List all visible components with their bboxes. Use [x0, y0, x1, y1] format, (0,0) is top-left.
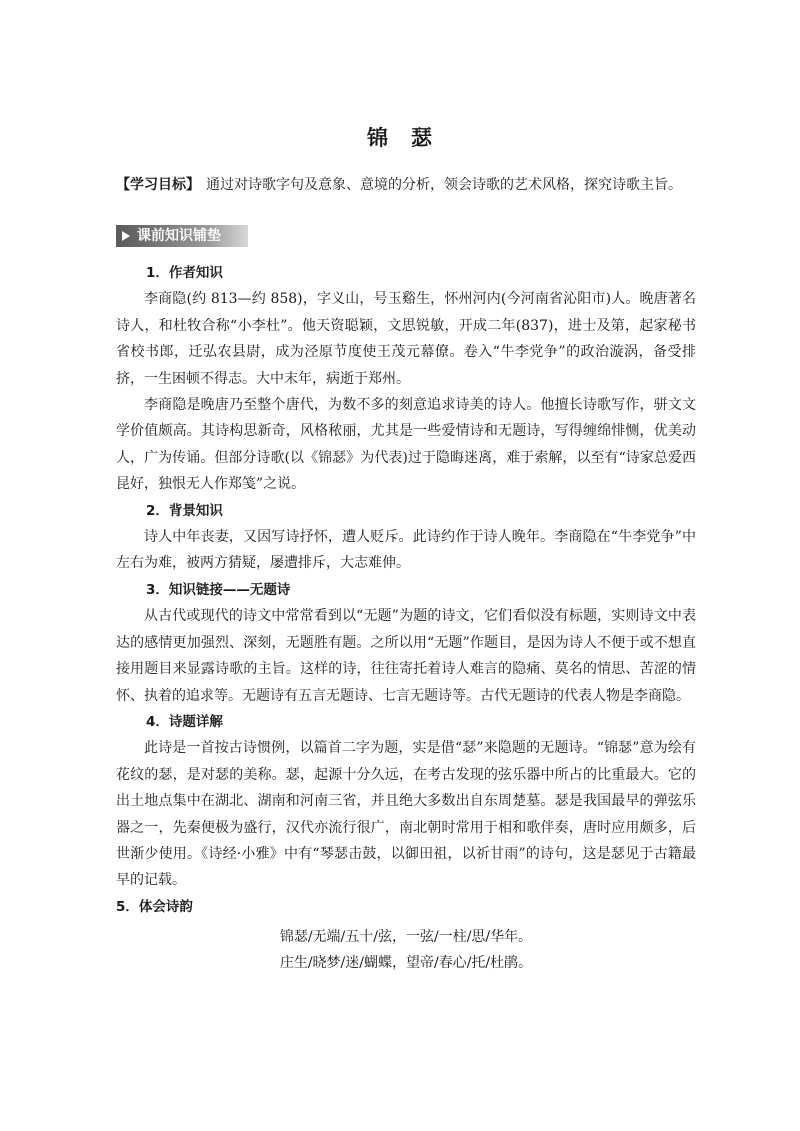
heading-title-explain: 4．诗题详解	[146, 713, 223, 730]
poem-line-1: 锦瑟/无端/五十/弦，一弦/一柱/思/华年。	[279, 929, 533, 946]
title-char-2: 瑟	[411, 126, 433, 150]
section-banner	[116, 225, 248, 247]
heading-rhythm: 5．体会诗韵	[116, 898, 193, 915]
paragraph-link: 从古代或现代的诗文中常常看到以“无题”为题的诗文，它们看似没有标题，实则诗文中表达的感情更加强烈、深刻，无题胜有题。之所以用“无题”作题目，是因为诗人不便于或不想直接用题目来显露诗歌的主旨。这样的诗，往往寄托着诗人难言的隐痛、莫名的情思、苦涩的情怀、执着的追求等。无题诗有五言无题诗、七言无题诗等。古代无题诗的代表人物是李商隐。	[116, 608, 696, 704]
triangle-arrow-icon	[122, 231, 130, 241]
learning-goal	[116, 175, 716, 195]
heading-link: 3．知识链接——无题诗	[146, 581, 291, 598]
poem-line-2: 庄生/晓梦/迷/蝴蝶，望帝/春心/托/杜鹃。	[279, 955, 533, 972]
page-title	[0, 122, 800, 152]
section-banner-label: 课前知识铺垫	[137, 228, 221, 244]
main-content	[116, 260, 696, 976]
poem-block	[116, 924, 696, 976]
heading-background: 2．背景知识	[146, 502, 223, 519]
learning-goal-text: 通过对诗歌字句及意象、意境的分析，领会诗歌的艺术风格，探究诗歌主旨。	[206, 177, 682, 193]
heading-author: 1．作者知识	[146, 265, 223, 281]
paragraph-author-2: 李商隐是晚唐乃至整个唐代，为数不多的刻意追求诗美的诗人。他擅长诗歌写作，骈文文学价值颇高。其诗构思新奇，风格秾丽，尤其是一些爱情诗和无题诗，写得缠绵悱恻，优美动人，广为传诵。但部分诗歌(以《锦瑟》为代表)过于隐晦迷离，难于索解，以至有“诗家总爱西昆好，独恨无人作郑笺”之说。	[116, 397, 696, 493]
paragraph-title-explain: 此诗是一首按古诗惯例，以篇首二字为题，实是借“瑟”来隐题的无题诗。“锦瑟”意为绘有花纹的瑟，是对瑟的美称。瑟，起源十分久远，在考古发现的弦乐器中所占的比重最大。它的出土地点集中在湖北、湖南和河南三省，并且绝大多数出自东周楚墓。瑟是我国最早的弹弦乐器之一，先秦便极为盛行，汉代亦流行很广，南北朝时常用于相和歌伴奏，唐时应用颇多，后世渐少使用。《诗经·小雅》中有“琴瑟击鼓，以御田祖，以祈甘雨”的诗句，这是瑟见于古籍最早的记载。	[116, 740, 696, 889]
title-char-1: 锦	[367, 126, 389, 150]
paragraph-background: 诗人中年丧妻，又因写诗抒怀，遭人贬斥。此诗约作于诗人晚年。李商隐在“牛李党争”中左右为难，被两方猜疑，屡遭排斥，大志难伸。	[116, 529, 696, 572]
learning-goal-tag: 【学习目标】	[116, 177, 200, 193]
paragraph-author-1: 李商隐(约 813—约 858)，字义山，号玉谿生，怀州河内(今河南省沁阳市)人。晚唐著名诗人，和杜牧合称“小李杜”。他天资聪颖，文思锐敏，开成二年(837)，进士及第，起家秘书省校书郎，迁弘农县尉，成为泾原节度使王茂元幕僚。卷入“牛李党争”的政治漩涡，备受排挤，一生困顿不得志。大中末年，病逝于郑州。	[116, 291, 696, 387]
